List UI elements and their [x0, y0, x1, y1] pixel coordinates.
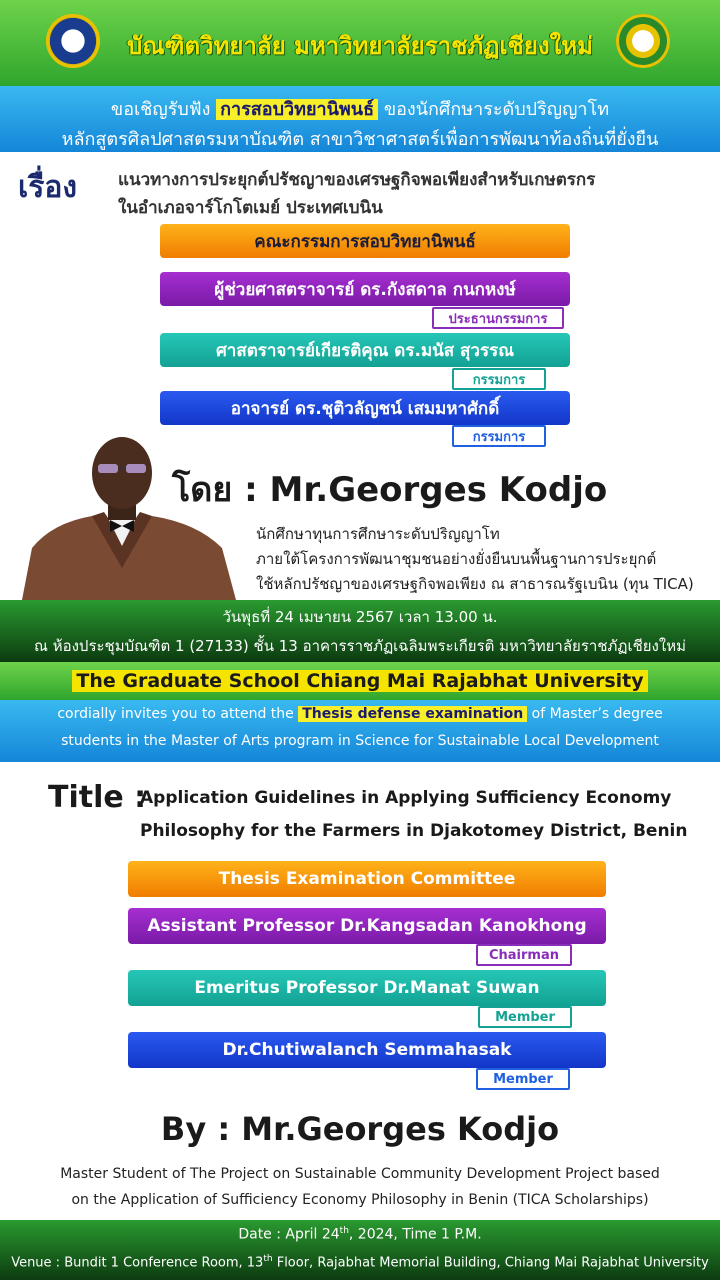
english-title-line-1: Application Guidelines in Applying Sufficiency Economy: [140, 788, 672, 808]
english-date-suffix: , 2024, Time 1 P.M.: [348, 1226, 482, 1243]
english-member-3-name: Dr.Chutiwalanch Semmahasak: [128, 1032, 606, 1068]
thai-invite-highlight: การสอบวิทยานิพนธ์: [216, 99, 378, 120]
english-date-sup: th: [339, 1226, 349, 1236]
english-school-label: The Graduate School Chiang Mai Rajabhat University: [72, 670, 647, 692]
thai-invite-line-2: หลักสูตรศิลปศาสตรมหาบัณฑิต สาขาวิชาศาสตร์เพื่อการพัฒนาท้องถิ่นที่ยั่งยืน: [61, 129, 659, 150]
english-invite-prefix: cordially invites you to attend the: [57, 706, 294, 722]
thai-desc-line-3: ใช้หลักปรัชญาของเศรษฐกิจพอเพียง ณ สาธารณรัฐเบนิน (ทุน TICA): [256, 575, 694, 593]
thai-desc-line-1: นักศึกษาทุนการศึกษาระดับปริญญาโท: [256, 525, 500, 543]
thai-member-1-name: ผู้ช่วยศาสตราจารย์ ดร.กังสดาล กนกหงษ์: [160, 272, 570, 306]
english-venue-sup: th: [263, 1254, 273, 1264]
thai-invite-prefix: ขอเชิญรับฟัง: [110, 99, 211, 120]
english-committee-header: Thesis Examination Committee: [128, 861, 606, 897]
english-invite-suffix: of Master’s degree: [531, 706, 663, 722]
thai-presenter-name: โดย : Mr.Georges Kodjo: [172, 470, 608, 510]
thai-school-name: บัณฑิตวิทยาลัย มหาวิทยาลัยราชภัฏเชียงใหม่: [127, 32, 593, 60]
english-member-1-name: Assistant Professor Dr.Kangsadan Kanokhong: [128, 908, 606, 944]
ganesha-seal-icon: [616, 14, 670, 68]
thai-title-line-2: ในอำเภอจาร์โกโตเมย์ ประเทศเบนิน: [118, 198, 383, 218]
thai-desc-line-2: ภายใต้โครงการพัฒนาชุมชนอย่างยั่งยืนบนพื้นฐานการประยุกต์: [256, 550, 657, 568]
english-title-line-2: Philosophy for the Farmers in Djakotomey District, Benin: [140, 821, 688, 841]
thai-member-2-name: ศาสตราจารย์เกียรติคุณ ดร.มนัส สุวรรณ: [160, 333, 570, 367]
english-invite-line-1: [0, 706, 720, 722]
university-seal-icon: [46, 14, 100, 68]
english-venue-suffix: Floor, Rajabhat Memorial Building, Chiang Mai Rajabhat University: [272, 1255, 709, 1271]
english-date: [0, 1226, 720, 1243]
english-venue-prefix: Venue : Bundit 1 Conference Room, 13: [11, 1255, 264, 1271]
english-member-3-role: Member: [476, 1068, 570, 1090]
english-member-2-role: Member: [478, 1006, 572, 1028]
thai-venue: ณ ห้องประชุมบัณฑิต 1 (27133) ชั้น 13 อาคารราชภัฏเฉลิมพระเกียรติ มหาวิทยาลัยราชภัฏเชียงใหม่: [34, 637, 686, 655]
english-date-prefix: Date : April 24: [238, 1226, 340, 1243]
thai-committee-header: คณะกรรมการสอบวิทยานิพนธ์: [160, 224, 570, 258]
english-title-label: Title :: [48, 780, 147, 815]
thai-title-label: เรื่อง: [18, 170, 78, 205]
english-presenter-name: By : Mr.Georges Kodjo: [160, 1110, 560, 1148]
english-desc-line-1: Master Student of The Project on Sustainable Community Development Project based: [60, 1166, 660, 1182]
english-invite-highlight: Thesis defense examination: [298, 706, 527, 722]
english-school-name: [0, 670, 720, 692]
thai-member-3-name: อาจารย์ ดร.ชุติวลัญชน์ เสมมหาศักดิ์: [160, 391, 570, 425]
thai-member-1-role: ประธานกรรมการ: [432, 307, 564, 329]
english-member-1-role: Chairman: [476, 944, 572, 966]
english-member-2-name: Emeritus Professor Dr.Manat Suwan: [128, 970, 606, 1006]
thai-invite-line-1: [0, 94, 720, 123]
thai-title-line-1: แนวทางการประยุกต์ปรัชญาของเศรษฐกิจพอเพียงสำหรับเกษตรกร: [118, 170, 596, 190]
english-desc-line-2: on the Application of Sufficiency Economy Philosophy in Benin (TICA Scholarships): [71, 1192, 649, 1208]
thai-date: วันพุธที่ 24 เมษายน 2567 เวลา 13.00 น.: [222, 608, 498, 626]
thai-invite-suffix: ของนักศึกษาระดับปริญญาโท: [383, 99, 610, 120]
english-invite-line-2: students in the Master of Arts program in Science for Sustainable Local Development: [61, 733, 659, 749]
thai-member-3-role: กรรมการ: [452, 425, 546, 447]
thai-member-2-role: กรรมการ: [452, 368, 546, 390]
english-venue: [0, 1254, 720, 1270]
